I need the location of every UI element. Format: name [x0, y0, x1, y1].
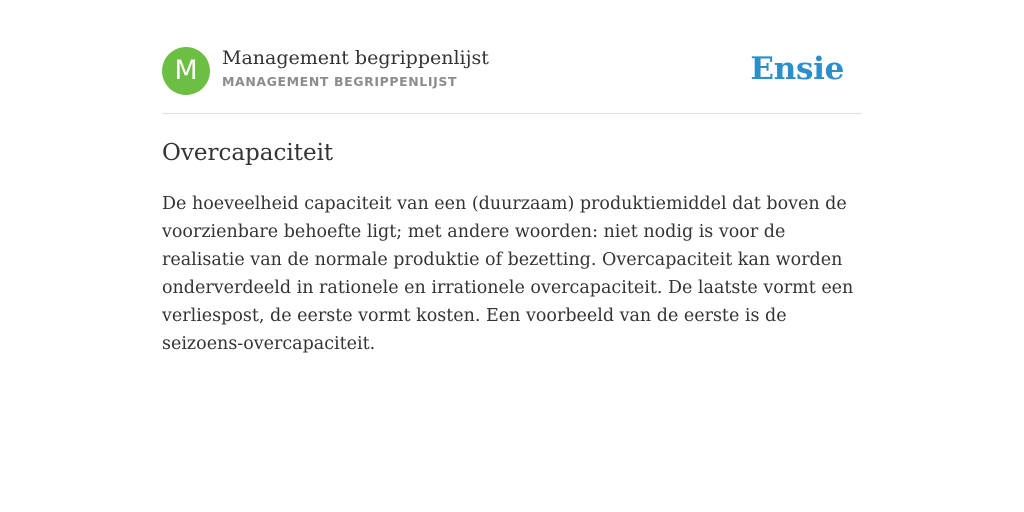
term-title: Overcapaciteit — [162, 140, 334, 166]
dictionary-header — [162, 46, 862, 96]
dictionary-subtitle: MANAGEMENT BEGRIPPENLIJST — [222, 74, 458, 89]
dictionary-avatar[interactable]: M — [162, 47, 210, 95]
term-definition: De hoeveelheid capaciteit van een (duurzaam) produktiemiddel dat boven de voorzienbare behoefte ligt; met andere woorden: niet nodig is voor de realisatie van de normale produktie of bezetting. Overcapaciteit kan worden onderverdeeld in rationele en irrationele overcapaciteit. De laatste vormt een verliespost, de eerste vormt kosten. Een voorbeeld van de eerste is de seizoens-overcapaciteit. — [162, 194, 854, 354]
header-divider — [162, 113, 862, 114]
dictionary-title[interactable]: Management begrippenlijst — [222, 47, 489, 69]
ensie-logo[interactable]: Ensie — [750, 51, 844, 87]
